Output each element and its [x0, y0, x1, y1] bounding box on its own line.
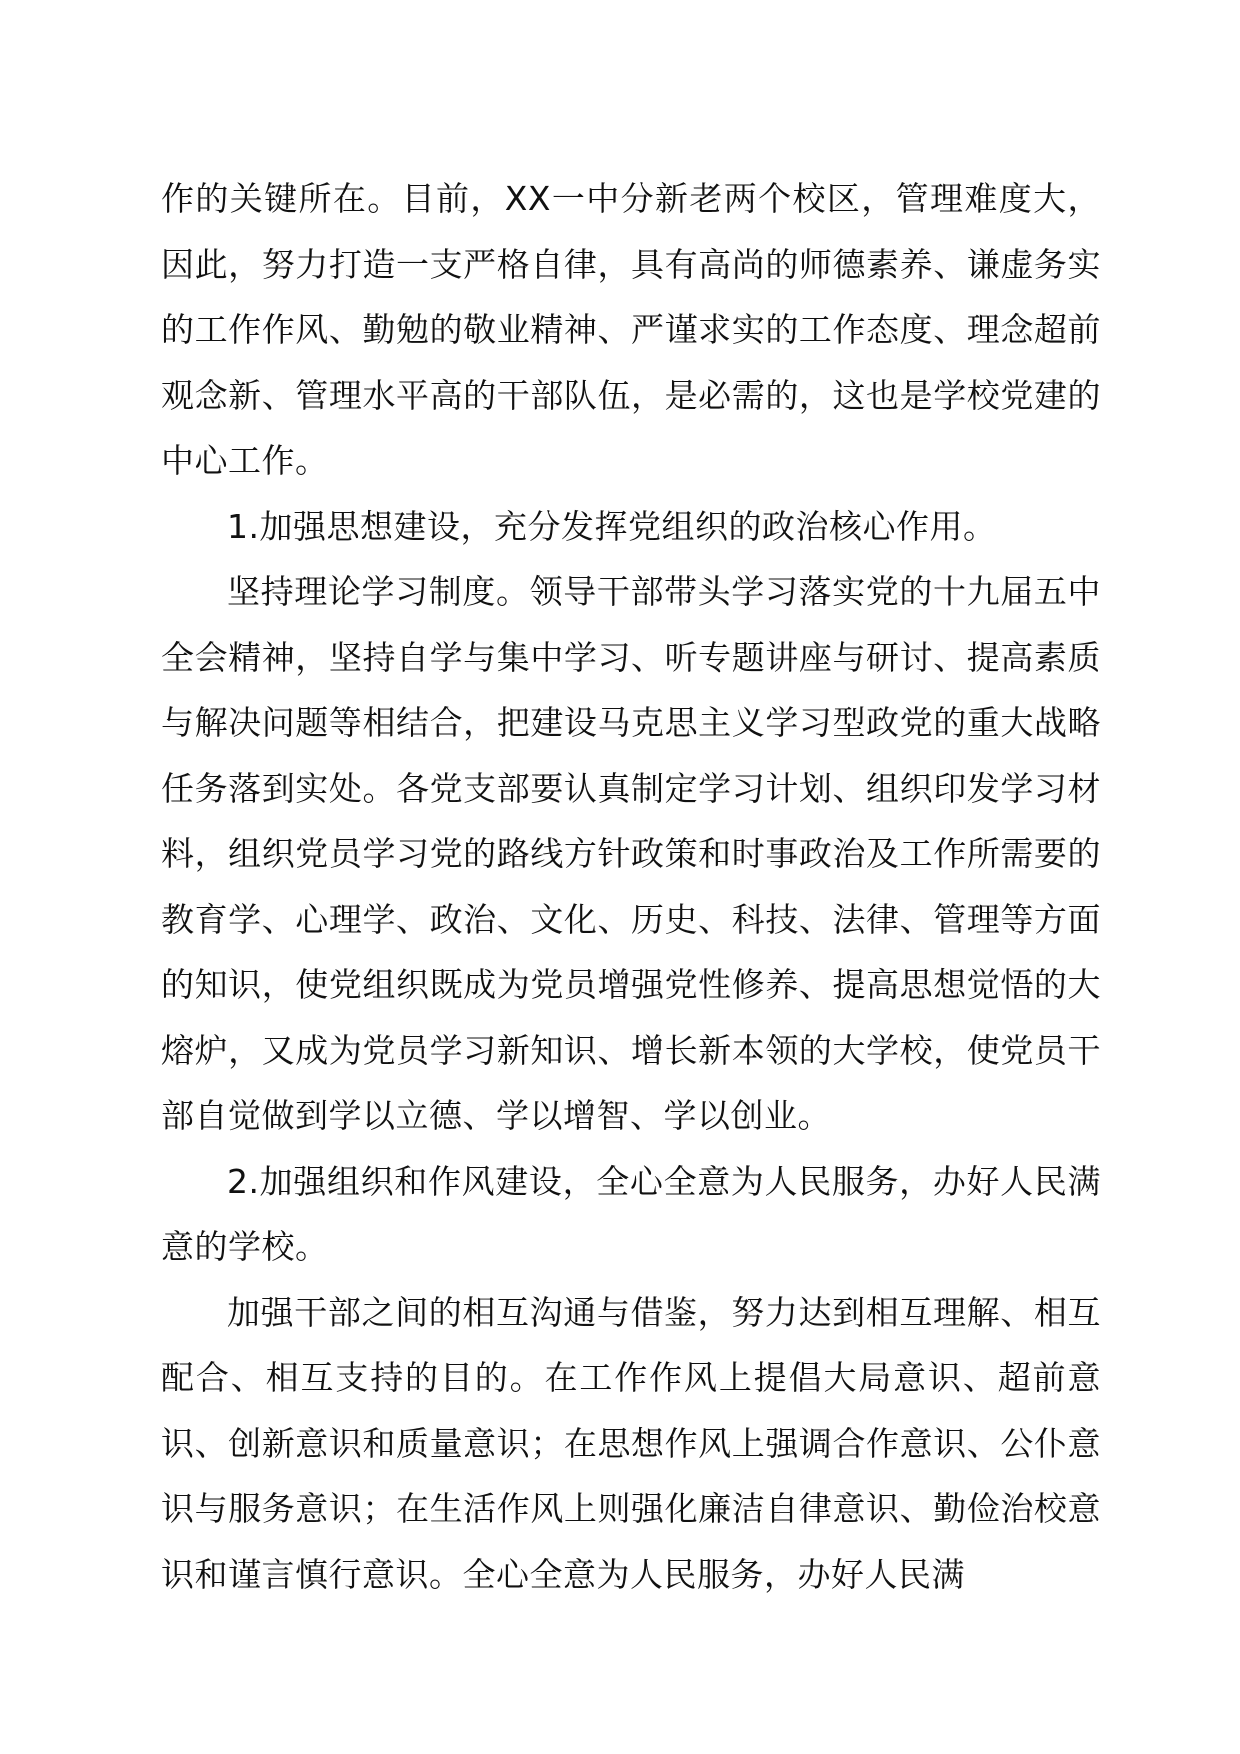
section-heading-2: 2.加强组织和作风建设，全心全意为人民服务，办好人民满意的学校。 — [161, 1161, 1101, 1266]
paragraph-continuation: 作的关键所在。目前，XX一中分新老两个校区，管理难度大，因此，努力打造一支严格自律，具有高尚的师德素养、谦虚务实的工作作风、勤勉的敬业精神、严谨求实的工作态度、理念超前观念新、管理水平高的干部队伍，是必需的，这也是学校党建的中心工作。 — [161, 179, 1101, 480]
paragraph-theory-study: 坚持理论学习制度。领导干部带头学习落实党的十九届五中全会精神，坚持自学与集中学习、听专题讲座与研讨、提高素质与解决问题等相结合，把建设马克思主义学习型政党的重大战略任务落到实处。各党支部要认真制定学习计划、组织印发学习材料，组织党员学习党的路线方针政策和时事政治及工作所需要的教育学、心理学、政治、文化、历史、科技、法律、管理等方面的知识，使党组织既成为党员增强党性修养、提高思想觉悟的大熔炉，又成为党员学习新知识、增长新本领的大学校，使党员干部自觉做到学以立德、学以增智、学以创业。 — [161, 572, 1101, 1135]
section-heading-1: 1.加强思想建设，充分发挥党组织的政治核心作用。 — [227, 506, 997, 546]
paragraph-cadre-communication: 加强干部之间的相互沟通与借鉴，努力达到相互理解、相互配合、相互支持的目的。在工作作风上提倡大局意识、超前意识、创新意识和质量意识；在思想作风上强调合作意识、公仆意识与服务意识；在生活作风上则强化廉洁自律意识、勤俭治校意识和谨言慎行意识。全心全意为人民服务，办好人民满 — [161, 1292, 1101, 1594]
document-body — [161, 166, 1101, 1607]
